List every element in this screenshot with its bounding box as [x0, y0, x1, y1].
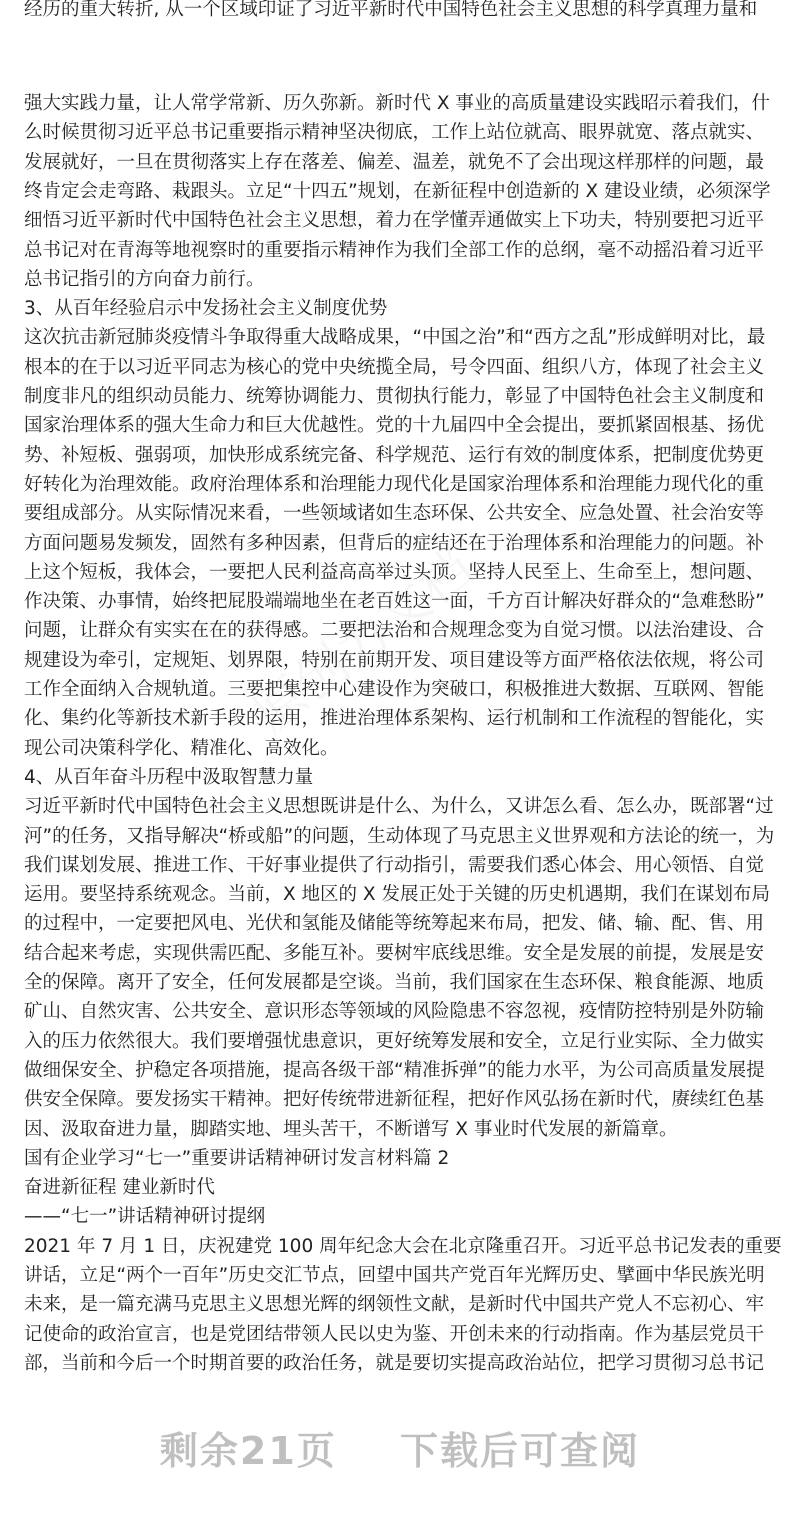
document-line: ——“七一”讲话精神研讨提纲	[24, 1206, 266, 1228]
document-line: 供安全保障。要发扬实干精神。把好传统带进新征程，把好作风弘扬在新时代，赓续红色基	[24, 1089, 765, 1111]
document-line: 细悟习近平新时代中国特色社会主义思想，着力在学懂弄通做实上下功夫，特别要把习近平	[24, 210, 765, 232]
document-line: 奋进新征程 建业新时代	[24, 1177, 215, 1199]
document-line: 国有企业学习“七一”重要讲话精神研讨发言材料篇 2	[24, 1147, 450, 1169]
document-line: 规建设为牵引，定规矩、划界限，特别在前期开发、项目建设等方面严格依法依规，将公司	[24, 649, 765, 671]
document-line: 总书记对在青海等地视察时的重要指示精神作为我们全部工作的总纲，毫不动摇沿着习近平	[24, 239, 765, 261]
document-line: 部，当前和今后一个时期首要的政治任务，就是要切实提高政治站位，把学习贯彻习总书记	[24, 1352, 765, 1374]
document-line: 这次抗击新冠肺炎疫情斗争取得重大战略成果，“中国之治”和“西方之乱”形成鲜明对比，最	[24, 327, 766, 349]
document-line: 终肯定会走弯路、栽跟头。立足“十四五”规划，在新征程中创造新的 X 建设业绩，必须深学	[24, 180, 771, 202]
document-line: 全的保障。离开了安全，任何发展都是空谈。当前，我们国家在生态环保、粮食能源、地质	[24, 972, 765, 993]
document-line: 上这个短板，我体会，一要把人民利益高高举过头顶。坚持人民至上、生命至上，想问题、	[24, 561, 765, 583]
document-line: 么时候贯彻习近平总书记重要指示精神坚决彻底，工作上站位就高、眼界就宽、落点就实、	[24, 122, 765, 144]
document-line: 我们谋划发展、推进工作、干好事业提供了行动指引，需要我们悉心体会、用心领悟、自觉	[24, 854, 765, 876]
remaining-pages-text: 剩余21页	[159, 1429, 337, 1473]
document-line: 问题，让群众有实实在在的获得感。二要把法治和合规理念变为自觉习惯。以法治建设、合	[24, 620, 765, 642]
document-line: 入的压力依然很大。我们要增强忧患意识，更好统筹发展和安全，立足行业实际、全力做实	[24, 1030, 765, 1052]
download-prompt-text: 下载后可查阅	[400, 1429, 641, 1473]
document-line: 根本的在于以习近平同志为核心的党中央统揽全局，号令四面、组织八方，体现了社会主义	[24, 356, 765, 378]
document-line: 未来，是一篇充满马克思主义思想光辉的纲领性文献，是新时代中国共产党人不忘初心、牢	[24, 1294, 765, 1316]
document-line: 记使命的政治宣言，也是党团结带领人民以史为鉴、开创未来的行动指南。作为基层党员干	[24, 1323, 765, 1345]
document-line: 2021 年 7 月 1 日，庆祝建党 100 周年纪念大会在北京隆重召开。习近平总书记发表的重要	[24, 1235, 782, 1257]
download-banner[interactable]	[0, 1420, 800, 1480]
document-line: 河”的任务，又指导解决“桥或船”的问题，生动体现了马克思主义世界观和方法论的统一，为	[24, 825, 775, 847]
document-line: 方面问题易发频发，固然有多种因素，但背后的症结还在于治理体系和治理能力的问题。补	[24, 532, 765, 554]
document-line: 发展就好，一旦在贯彻落实上存在落差、偏差、温差，就免不了会出现这样那样的问题，最	[24, 151, 765, 173]
document-line: 作决策、办事情，始终把屁股端端地坐在老百姓这一面，千方百计解决好群众的“急难愁盼”	[24, 591, 765, 613]
document-line: 工作全面纳入合规轨道。三要把集控中心建设作为突破口，积极推进大数据、互联网、智能	[24, 679, 765, 700]
document-line: 的过程中，一定要把风电、光伏和氢能及储能等统筹起来布局，把发、储、输、配、售、用	[24, 913, 765, 935]
document-line: 结合起来考虑，实现供需匹配、多能互补。要树牢底线思维。安全是发展的前提，发展是安	[24, 942, 765, 964]
document-line: 运用。要坚持系统观念。当前，X 地区的 X 发展正处于关键的历史机遇期，我们在谋划布局	[24, 884, 770, 906]
document-line: 势、补短板、强弱项，加快形成系统完备、科学规范、运行有效的制度体系，把制度优势更	[24, 444, 765, 466]
document-line: 做细保安全、护稳定各项措施，提高各级干部“精准拆弹”的能力水平，为公司高质量发展提	[24, 1059, 765, 1081]
document-line: 制度非凡的组织动员能力、统筹协调能力、贯彻执行能力，彰显了中国特色社会主义制度和	[24, 386, 765, 407]
top-partial-line: 经历的重大转折, 从一个区域印证了习近平新时代中国特色社会主义思想的科学真理力量和	[24, 0, 758, 20]
document-line: 要组成部分。从实际情况来看，一些领域诸如生态环保、公共安全、应急处置、社会治安等	[24, 503, 765, 525]
document-line: 讲话，立足“两个一百年”历史交汇节点，回望中国共产党百年光辉历史、擘画中华民族光明	[24, 1265, 765, 1286]
document-line: 好转化为治理效能。政府治理体系和治理能力现代化是国家治理体系和治理能力现代化的重	[24, 473, 765, 495]
document-line: 总书记指引的方向奋力前行。	[24, 268, 265, 290]
document-line: 现公司决策科学化、精准化、高效化。	[24, 737, 339, 759]
document-line: 习近平新时代中国特色社会主义思想既讲是什么、为什么，又讲怎么看、怎么办，既部署“过	[24, 796, 774, 818]
document-line: 强大实践力量，让人常学常新、历久弥新。新时代 X 事业的高质量建设实践昭示着我们，什	[24, 93, 770, 114]
document-line: 矿山、自然灾害、公共安全、意识形态等领域的风险隐患不容忽视，疫情防控特别是外防输	[24, 1001, 765, 1023]
document-line: 因、汲取奋进力量，脚踏实地、埋头苦干，不断谱写 X 事业时代发展的新篇章。	[24, 1118, 678, 1140]
document-line: 3、从百年经验启示中发扬社会主义制度优势	[24, 298, 388, 320]
document-line: 4、从百年奋斗历程中汲取智慧力量	[24, 766, 314, 788]
document-line: 国家治理体系的强大生命力和巨大优越性。党的十九届四中全会提出，要抓紧固根基、扬优	[24, 415, 765, 437]
document-line: 化、集约化等新技术新手段的运用，推进治理体系架构、运行机制和工作流程的智能化，实	[24, 708, 765, 730]
